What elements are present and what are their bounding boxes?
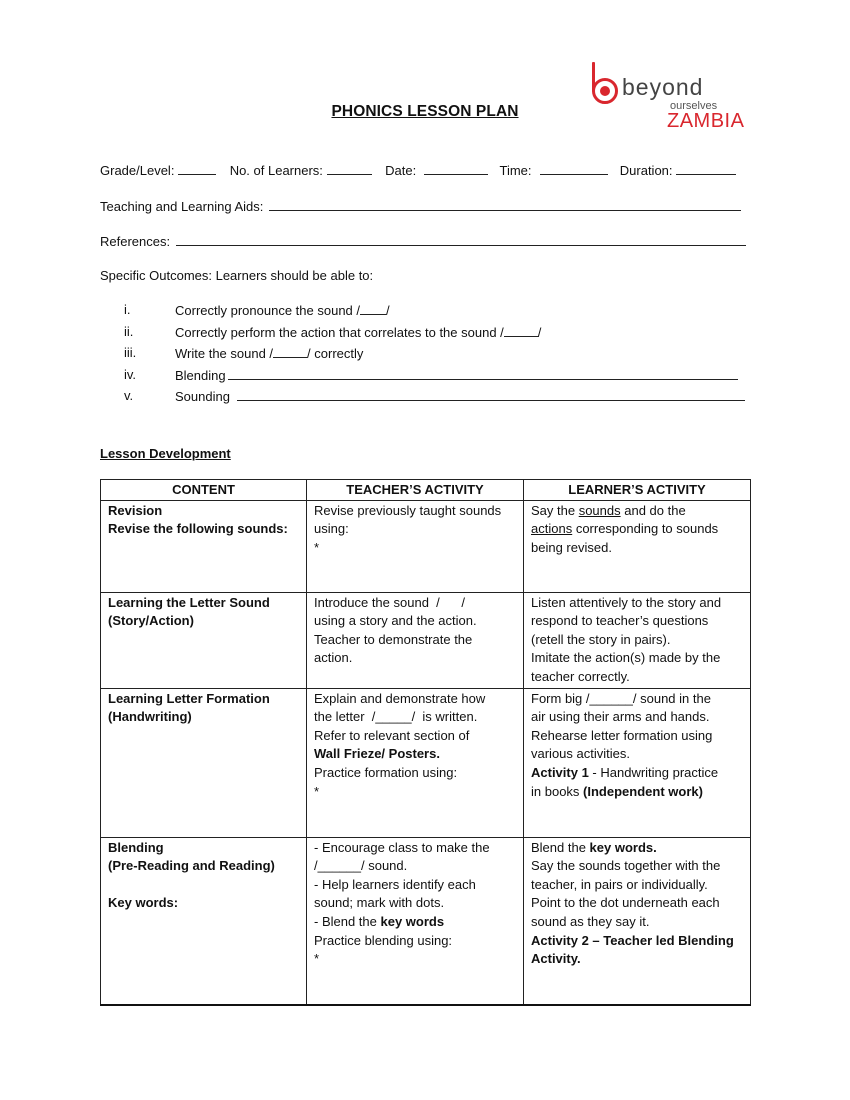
logo-country: ZAMBIA <box>667 110 745 132</box>
content-cell: Blending (Pre-Reading and Reading) Key words: <box>101 837 307 1005</box>
teacher-cell[interactable]: Revise previously taught sounds using: * <box>307 500 524 592</box>
sounding-field[interactable] <box>237 388 745 401</box>
learner-cell: Blend the key words. Say the sounds together with the teacher, in pairs or individually. Point to the dot underneath each sound as they say it. Activity 2 – Teacher led Blending Activity. <box>524 837 751 1005</box>
blending-field[interactable] <box>228 367 738 380</box>
grade-field[interactable] <box>178 162 216 175</box>
time-field[interactable] <box>540 162 608 175</box>
sound-blank[interactable] <box>504 324 538 337</box>
table-row <box>101 837 751 1005</box>
duration-field[interactable] <box>676 162 736 175</box>
aids-row <box>100 198 741 214</box>
aids-label: Teaching and Learning Aids: <box>100 199 264 214</box>
outcome-item: iv. Blending <box>100 367 750 389</box>
sound-blank[interactable] <box>273 345 307 358</box>
content-cell: Revision Revise the following sounds: <box>101 500 307 592</box>
grade-label: Grade/Level: <box>100 163 175 178</box>
beyond-ourselves-logo <box>592 62 745 140</box>
key-words-label: Key words: <box>108 895 179 911</box>
learner-cell: Listen attentively to the story and respond to teacher’s questions (retell the story in pairs). Imitate the action(s) made by the teacher correctly. <box>524 592 751 688</box>
page-title: PHONICS LESSON PLAN <box>331 103 519 120</box>
logo-word: beyond <box>622 74 704 100</box>
outcome-item: i. Correctly pronounce the sound / / <box>124 302 390 318</box>
learners-label: No. of Learners: <box>229 163 323 178</box>
outcome-item: iii. Write the sound / / correctly <box>124 345 364 361</box>
references-field[interactable] <box>176 233 746 246</box>
lesson-plan-table <box>100 479 751 1006</box>
table-row <box>101 688 751 837</box>
date-label: Date: <box>385 163 417 178</box>
references-row <box>100 233 746 249</box>
outcome-item: v. Sounding <box>100 388 750 410</box>
column-header-content: CONTENT <box>101 480 307 501</box>
column-header-teacher: TEACHER’S ACTIVITY <box>307 480 524 501</box>
references-label: References: <box>100 234 171 249</box>
lesson-meta-row <box>100 162 736 178</box>
logo-subtitle: ourselves <box>670 100 718 112</box>
date-field[interactable] <box>424 162 488 175</box>
column-header-learner: LEARNER’S ACTIVITY <box>524 480 751 501</box>
outcome-item: ii. Correctly perform the action that correlates to the sound / / <box>124 323 542 340</box>
duration-label: Duration: <box>619 163 673 178</box>
learner-cell: Form big /______/ sound in the air using their arms and hands. Rehearse letter formation using various activities. Activity 1 - Handwriting practice in books (Independent work) <box>524 688 751 837</box>
lesson-development-heading: Lesson Development <box>100 446 231 461</box>
table-row <box>101 500 751 592</box>
content-cell: Learning Letter Formation (Handwriting) <box>101 688 307 837</box>
teacher-cell: Introduce the sound / / using a story and the action. Teacher to demonstrate the action. <box>307 592 524 688</box>
logo-ring-icon <box>592 78 618 104</box>
teacher-cell[interactable]: Explain and demonstrate how the letter /_____/ is written. Refer to relevant section of Wall Frieze/ Posters. Practice formation using: * <box>307 688 524 837</box>
outcomes-list <box>100 302 750 410</box>
outcomes-heading: Specific Outcomes: Learners should be able to: <box>100 268 374 283</box>
learners-field[interactable] <box>327 162 372 175</box>
aids-field[interactable] <box>269 198 741 211</box>
sound-blank[interactable] <box>360 302 386 315</box>
learner-cell: Say the sounds and do the actions corresponding to sounds being revised. <box>524 500 751 592</box>
content-cell: Learning the Letter Sound (Story/Action) <box>101 592 307 688</box>
table-row <box>101 592 751 688</box>
table-header-row <box>101 480 751 501</box>
teacher-cell[interactable]: - Encourage class to make the /______/ sound. - Help learners identify each sound; mark with dots. - Blend the key words Practice blending using: * <box>307 837 524 1005</box>
time-label: Time: <box>499 163 532 178</box>
